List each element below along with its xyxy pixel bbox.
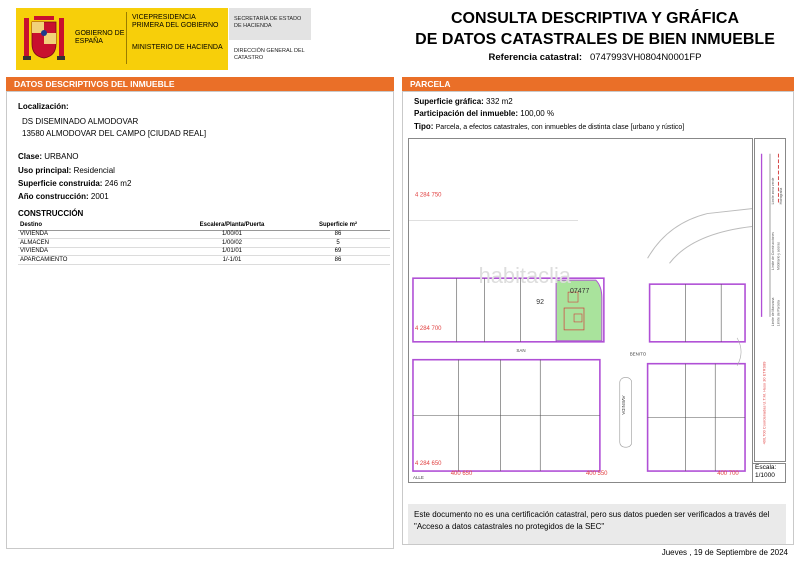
cell-escalera: 1/00/01: [221, 231, 243, 238]
section-datos-descriptivos: DATOS DESCRIPTIVOS DEL INMUEBLE: [6, 77, 394, 91]
cell-destino: ALMACEN: [20, 239, 50, 246]
col-escalera: Escalera/Planta/Puerta: [199, 222, 265, 229]
col-destino: Destino: [20, 222, 43, 229]
uso-label: Uso principal:: [18, 166, 72, 175]
tipo-value: Parcela, a efectos catastrales, con inmuebles de distinta clase [urbano y rústico]: [435, 124, 685, 131]
table-row: [18, 230, 390, 239]
legend-line: Límite de Parcela: [776, 300, 781, 327]
table-row: [18, 256, 390, 265]
verification-note: Este documento no es una certificación catastral, pero sus datos pueden ser verificados a través del "Acceso a datos catastrales no protegidos de la SEC": [408, 504, 786, 544]
scale-value: 1/1000: [755, 472, 775, 479]
gobierno-label: GOBIERNO DE ESPAÑA: [75, 30, 125, 45]
title-line-1: CONSULTA DESCRIPTIVA Y GRÁFICA: [450, 10, 739, 27]
street-avenida: AVENIDA: [620, 395, 626, 415]
localizacion-line-1: DS DISEMINADO ALMODOVAR: [22, 117, 139, 126]
street-benito: BENITO: [629, 351, 647, 357]
coord-y1: 4 284 750: [414, 192, 442, 199]
watermark: habitaclia: [478, 263, 571, 289]
ministerio-label: MINISTERIO DE HACIENDA: [132, 44, 223, 51]
section-parcela: PARCELA: [402, 77, 794, 91]
participacion-label: Participación del inmueble:: [414, 109, 519, 118]
street-san: SAN: [516, 347, 526, 353]
participacion-value: 100,00 %: [520, 109, 555, 118]
crs-label: 400,700 Coordenadas U.T.M. Huso 30 ETRS89: [761, 361, 767, 445]
cell-superficie: 5: [336, 239, 340, 246]
table-row: [18, 247, 390, 256]
col-superficie: Superficie m²: [318, 222, 357, 229]
title-line-2: DE DATOS CATASTRALES DE BIEN INMUEBLE: [415, 31, 775, 48]
legend-line: Mobiliario y aceras: [776, 241, 781, 270]
document-title: [400, 8, 790, 50]
superficie-label: Superficie construida:: [18, 179, 103, 188]
superficie-value: 246 m2: [104, 179, 132, 188]
secretaria-label: SECRETARÍA DE ESTADO DE HACIENDA: [234, 16, 302, 29]
clase-label: Clase:: [18, 152, 43, 161]
legend-line: Límite de Construcciones: [770, 232, 775, 270]
cell-destino: VIVIENDA: [20, 231, 49, 238]
anio-value: 2001: [90, 192, 109, 201]
cell-escalera: 1/01/01: [221, 248, 243, 255]
localizacion-label: Localización:: [18, 102, 69, 111]
parcel-number: 92: [536, 299, 544, 307]
map-legend: [754, 138, 786, 462]
cell-destino: APARCAMIENTO: [20, 256, 68, 263]
uso-value: Residencial: [73, 166, 115, 175]
vicepresidencia-label: VICEPRESIDENCIA PRIMERA DEL GOBIERNO: [132, 14, 219, 29]
construccion-table: [18, 221, 390, 265]
coord-x2: 400 550: [585, 471, 608, 478]
logo-divider: [126, 12, 127, 64]
legend-line: Límite zona verde: [770, 177, 775, 205]
direccion-label: DIRECCIÓN GENERAL DEL CATASTRO: [234, 48, 305, 61]
referencia-catastral: [400, 52, 790, 63]
tipo-label: Tipo:: [414, 122, 434, 131]
anio-label: Año construcción:: [18, 192, 89, 201]
scale-label: Escala:: [755, 464, 777, 471]
construccion-title: CONSTRUCCIÓN: [18, 209, 84, 218]
coat-of-arms-icon: [20, 12, 68, 66]
ref-value: 0747993VH0804N0001FP: [590, 52, 702, 63]
clase-value: URBANO: [44, 152, 79, 161]
coord-x3: 400 700: [717, 471, 739, 478]
coord-y3: 4 284 650: [414, 461, 442, 468]
parcel-ref: 07477: [570, 288, 590, 296]
cell-escalera: 1/-1/01: [222, 256, 242, 263]
cadastral-map[interactable]: [408, 138, 753, 483]
header: [0, 0, 800, 75]
legend-line: Límite de Manzana: [770, 297, 775, 327]
ref-label: Referencia catastral:: [488, 52, 582, 63]
cell-superficie: 86: [334, 231, 342, 238]
cell-destino: VIVIENDA: [20, 248, 49, 255]
cell-escalera: 1/00/02: [221, 239, 243, 246]
corner-label: ALLE: [412, 475, 424, 481]
map-scale: [752, 463, 786, 483]
cell-superficie: 69: [334, 248, 342, 255]
sup-grafica-label: Superficie gráfica:: [414, 97, 484, 106]
sup-grafica-value: 332 m2: [486, 97, 513, 106]
coord-y2: 4 284 700: [414, 325, 442, 332]
table-row: [18, 239, 390, 248]
legend-line: Hidrografía: [779, 187, 784, 205]
cell-superficie: 86: [334, 256, 342, 263]
document-date: Jueves , 19 de Septiembre de 2024: [661, 548, 788, 557]
localizacion-line-2: 13580 ALMODOVAR DEL CAMPO [CIUDAD REAL]: [22, 129, 207, 138]
coord-x1: 400 650: [450, 471, 473, 478]
